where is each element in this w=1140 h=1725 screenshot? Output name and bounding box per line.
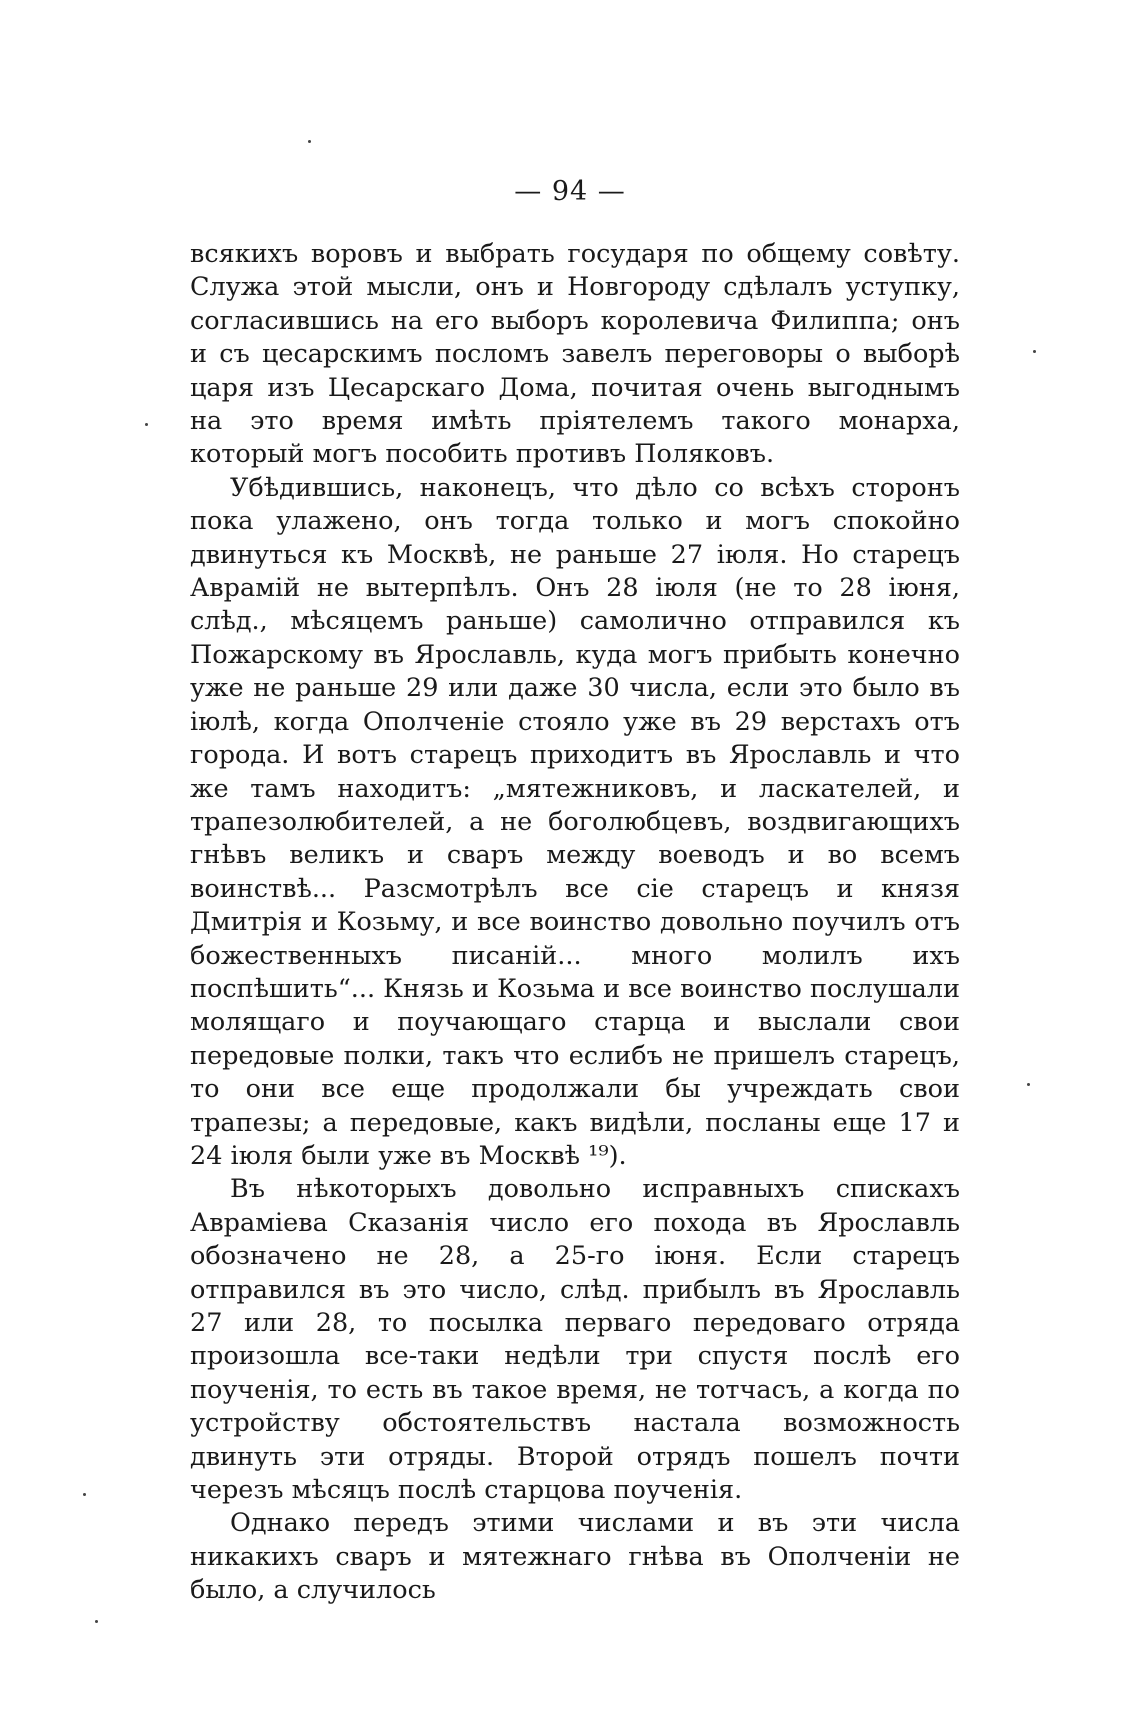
- scan-speck: [308, 140, 311, 143]
- scan-speck: [1027, 1083, 1030, 1086]
- scan-speck: [95, 1620, 98, 1623]
- paragraph-1: всякихъ воровъ и выбрать государя по общему совѣту. Служа этой мысли, онъ и Новгороду сдѣлалъ уступку, согласившись на его выборъ королевича Филиппа; онъ и съ цесарскимъ посломъ завелъ переговоры о выборѣ царя изъ Цесарскаго Дома, почитая очень выгоднымъ на это время имѣть пріятелемъ такого монарха, который могъ пособить противъ Поляковъ.: [190, 239, 960, 470]
- scan-speck: [83, 1493, 86, 1496]
- scan-speck: [145, 423, 148, 426]
- paragraph-2: [190, 472, 960, 1174]
- paragraph-3: Въ нѣкоторыхъ довольно исправныхъ спискахъ Авраміева Сказанія число его похода въ Ярославль обозначено не 28, а 25-го іюня. Если старецъ отправился въ это число, слѣд. прибылъ въ Ярославль 27 или 28, то посылка перваго передоваго отряда произошла все-таки недѣли три спустя послѣ его поученія, то есть въ такое время, не тотчасъ, а когда по устройству обстоятельствъ настала возможность двинуть эти отряды. Второй отрядъ пошелъ почти черезъ мѣсяцъ послѣ старцова поученія.: [190, 1174, 960, 1506]
- paragraph-4: Однако передъ этими числами и въ эти числа никакихъ сваръ и мятежнаго гнѣва въ Ополченіи не было, а случилось: [190, 1508, 960, 1606]
- page-number: — 94 —: [514, 176, 626, 207]
- footnote-reference: ¹⁹).: [588, 1140, 627, 1171]
- body-text: [190, 238, 960, 1608]
- paragraph-2-text: Убѣдившись, наконецъ, что дѣло со всѣхъ сторонъ пока улажено, онъ тогда только и могъ спокойно двинуться къ Москвѣ, не раньше 27 іюля. Но старецъ Аврамій не вытерпѣлъ. Онъ 28 іюля (не то 28 іюня, слѣд., мѣсяцемъ раньше) самолично отправился къ Пожарскому въ Ярославль, куда могъ прибыть конечно уже не раньше 29 или даже 30 числа, если это было въ іюлѣ, когда Ополченіе стояло уже въ 29 верстахъ отъ города. И вотъ старецъ приходитъ въ Ярославль и что же тамъ находитъ: „мятежниковъ, и ласкателей, и трапезолюбителей, а не боголюбцевъ, воздвигающихъ гнѣвъ великъ и сваръ между воеводъ и во всемъ воинствѣ... Разсмотрѣлъ все сіе старецъ и князя Дмитрія и Козьму, и все воинство довольно поучилъ отъ божественныхъ писаній... много молилъ ихъ поспѣшить“... Князь и Козьма и все воинство послушали молящаго и поучающаго старца и выслали свои передовые полки, такъ что еслибъ не пришелъ старецъ, то они все еще продолжали бы учреждать свои трапезы; а передовые, какъ видѣли, посланы еще 17 и 24 іюля были уже въ Москвѣ: [190, 472, 960, 1171]
- scan-speck: [1033, 350, 1036, 353]
